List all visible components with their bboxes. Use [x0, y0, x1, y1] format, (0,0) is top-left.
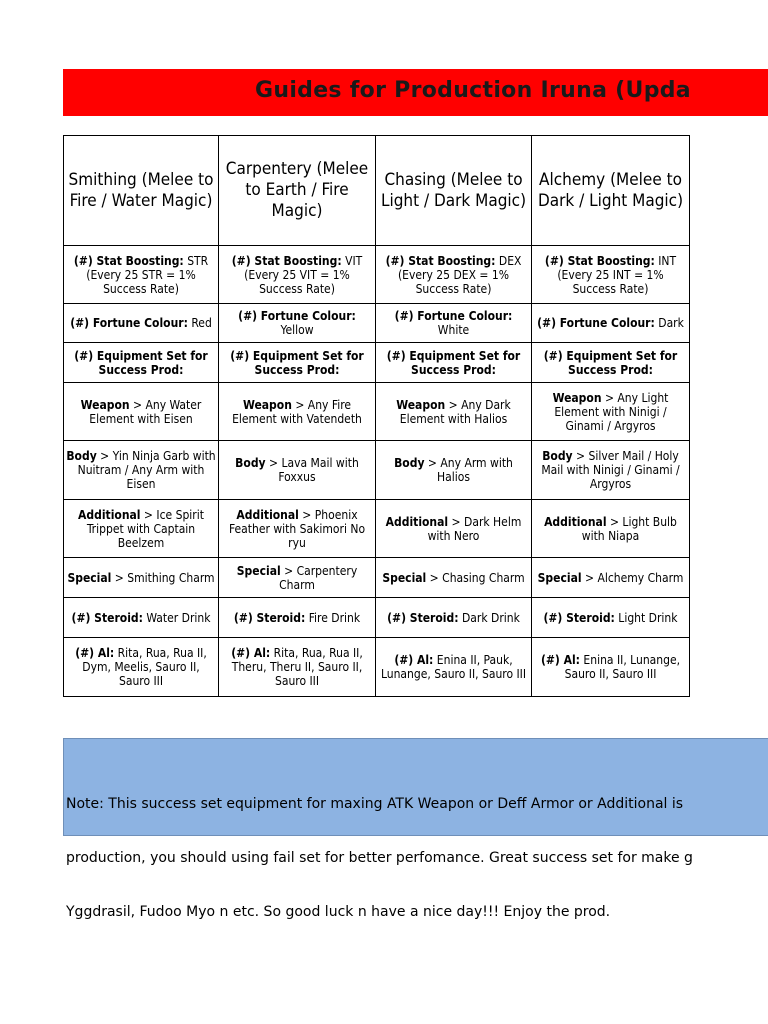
table-cell: (#) Al: Rita, Rua, Rua II, Theru, Theru II, Sauro II, Sauro III: [219, 638, 376, 697]
table-cell: Additional > Dark Helm with Nero: [376, 500, 532, 558]
table-cell: Weapon > Any Water Element with Eisen: [64, 383, 219, 441]
note-line: Yggdrasil, Fudoo Myo n etc. So good luck n have a nice day!!! Enjoy the prod.: [66, 904, 611, 920]
table-cell: (#) Stat Boosting: INT (Every 25 INT = 1% Success Rate): [532, 246, 690, 304]
table-cell: Weapon > Any Fire Element with Vatendeth: [219, 383, 376, 441]
table-row: [64, 304, 690, 343]
table-row: [64, 598, 690, 638]
table-row: [64, 343, 690, 383]
table-cell: (#) Steroid: Dark Drink: [376, 598, 532, 638]
table-cell: Additional > Phoenix Feather with Sakimori No ryu: [219, 500, 376, 558]
note-box: [63, 738, 768, 920]
table-cell: (#) Equipment Set for Success Prod:: [532, 343, 690, 383]
table-cell: Body > Any Arm with Halios: [376, 441, 532, 500]
table-cell: (#) Fortune Colour: Dark: [532, 304, 690, 343]
table-row: [64, 441, 690, 500]
table-cell: (#) Stat Boosting: STR (Every 25 STR = 1% Success Rate): [64, 246, 219, 304]
title-banner: [63, 69, 768, 116]
table-cell: Body > Yin Ninja Garb with Nuitram / Any Arm with Eisen: [64, 441, 219, 500]
table-cell: Additional > Light Bulb with Niapa: [532, 500, 690, 558]
header-smithing: Smithing (Melee to Fire / Water Magic): [64, 136, 219, 246]
header-chasing: Chasing (Melee to Light / Dark Magic): [376, 136, 532, 246]
table-cell: Special > Chasing Charm: [376, 558, 532, 598]
note-text: [66, 759, 766, 957]
table-cell: Special > Smithing Charm: [64, 558, 219, 598]
note-line: Note: This success set equipment for maxing ATK Weapon or Deff Armor or Additional is: [66, 796, 684, 812]
header-alchemy: Alchemy (Melee to Dark / Light Magic): [532, 136, 690, 246]
table-cell: (#) Stat Boosting: VIT (Every 25 VIT = 1% Success Rate): [219, 246, 376, 304]
table-cell: (#) Equipment Set for Success Prod:: [64, 343, 219, 383]
table-cell: Additional > Ice Spirit Trippet with Captain Beelzem: [64, 500, 219, 558]
table-cell: (#) Fortune Colour: Red: [64, 304, 219, 343]
table-cell: (#) Al: Rita, Rua, Rua II, Dym, Meelis, Sauro II, Sauro III: [64, 638, 219, 697]
table-cell: (#) Steroid: Light Drink: [532, 598, 690, 638]
table-cell: (#) Al: Enina II, Pauk, Lunange, Sauro II, Sauro III: [376, 638, 532, 697]
table-cell: Weapon > Any Dark Element with Halios: [376, 383, 532, 441]
header-carpentery: Carpentery (Melee to Earth / Fire Magic): [219, 136, 376, 246]
table-cell: Special > Carpentery Charm: [219, 558, 376, 598]
note-line: production, you should using fail set for better perfomance. Great success set for make g: [66, 850, 693, 866]
table-cell: (#) Al: Enina II, Lunange, Sauro II, Sauro III: [532, 638, 690, 697]
table-cell: (#) Fortune Colour: Yellow: [219, 304, 376, 343]
table-cell: (#) Equipment Set for Success Prod:: [219, 343, 376, 383]
table-row: [64, 383, 690, 441]
table-cell: Special > Alchemy Charm: [532, 558, 690, 598]
table-row: [64, 558, 690, 598]
header-row: [64, 136, 690, 246]
table-cell: (#) Fortune Colour: White: [376, 304, 532, 343]
table-cell: (#) Equipment Set for Success Prod:: [376, 343, 532, 383]
table-cell: Body > Lava Mail with Foxxus: [219, 441, 376, 500]
table-row: [64, 638, 690, 697]
table-cell: (#) Steroid: Fire Drink: [219, 598, 376, 638]
table-cell: (#) Stat Boosting: DEX (Every 25 DEX = 1% Success Rate): [376, 246, 532, 304]
production-guide-table: [63, 135, 690, 697]
table-cell: (#) Steroid: Water Drink: [64, 598, 219, 638]
table-cell: Body > Silver Mail / Holy Mail with Ninigi / Ginami / Argyros: [532, 441, 690, 500]
table-cell: Weapon > Any Light Element with Ninigi / Ginami / Argyros: [532, 383, 690, 441]
table-row: [64, 500, 690, 558]
table-row: [64, 246, 690, 304]
page-title: Guides for Production Iruna (Upda: [255, 78, 691, 103]
